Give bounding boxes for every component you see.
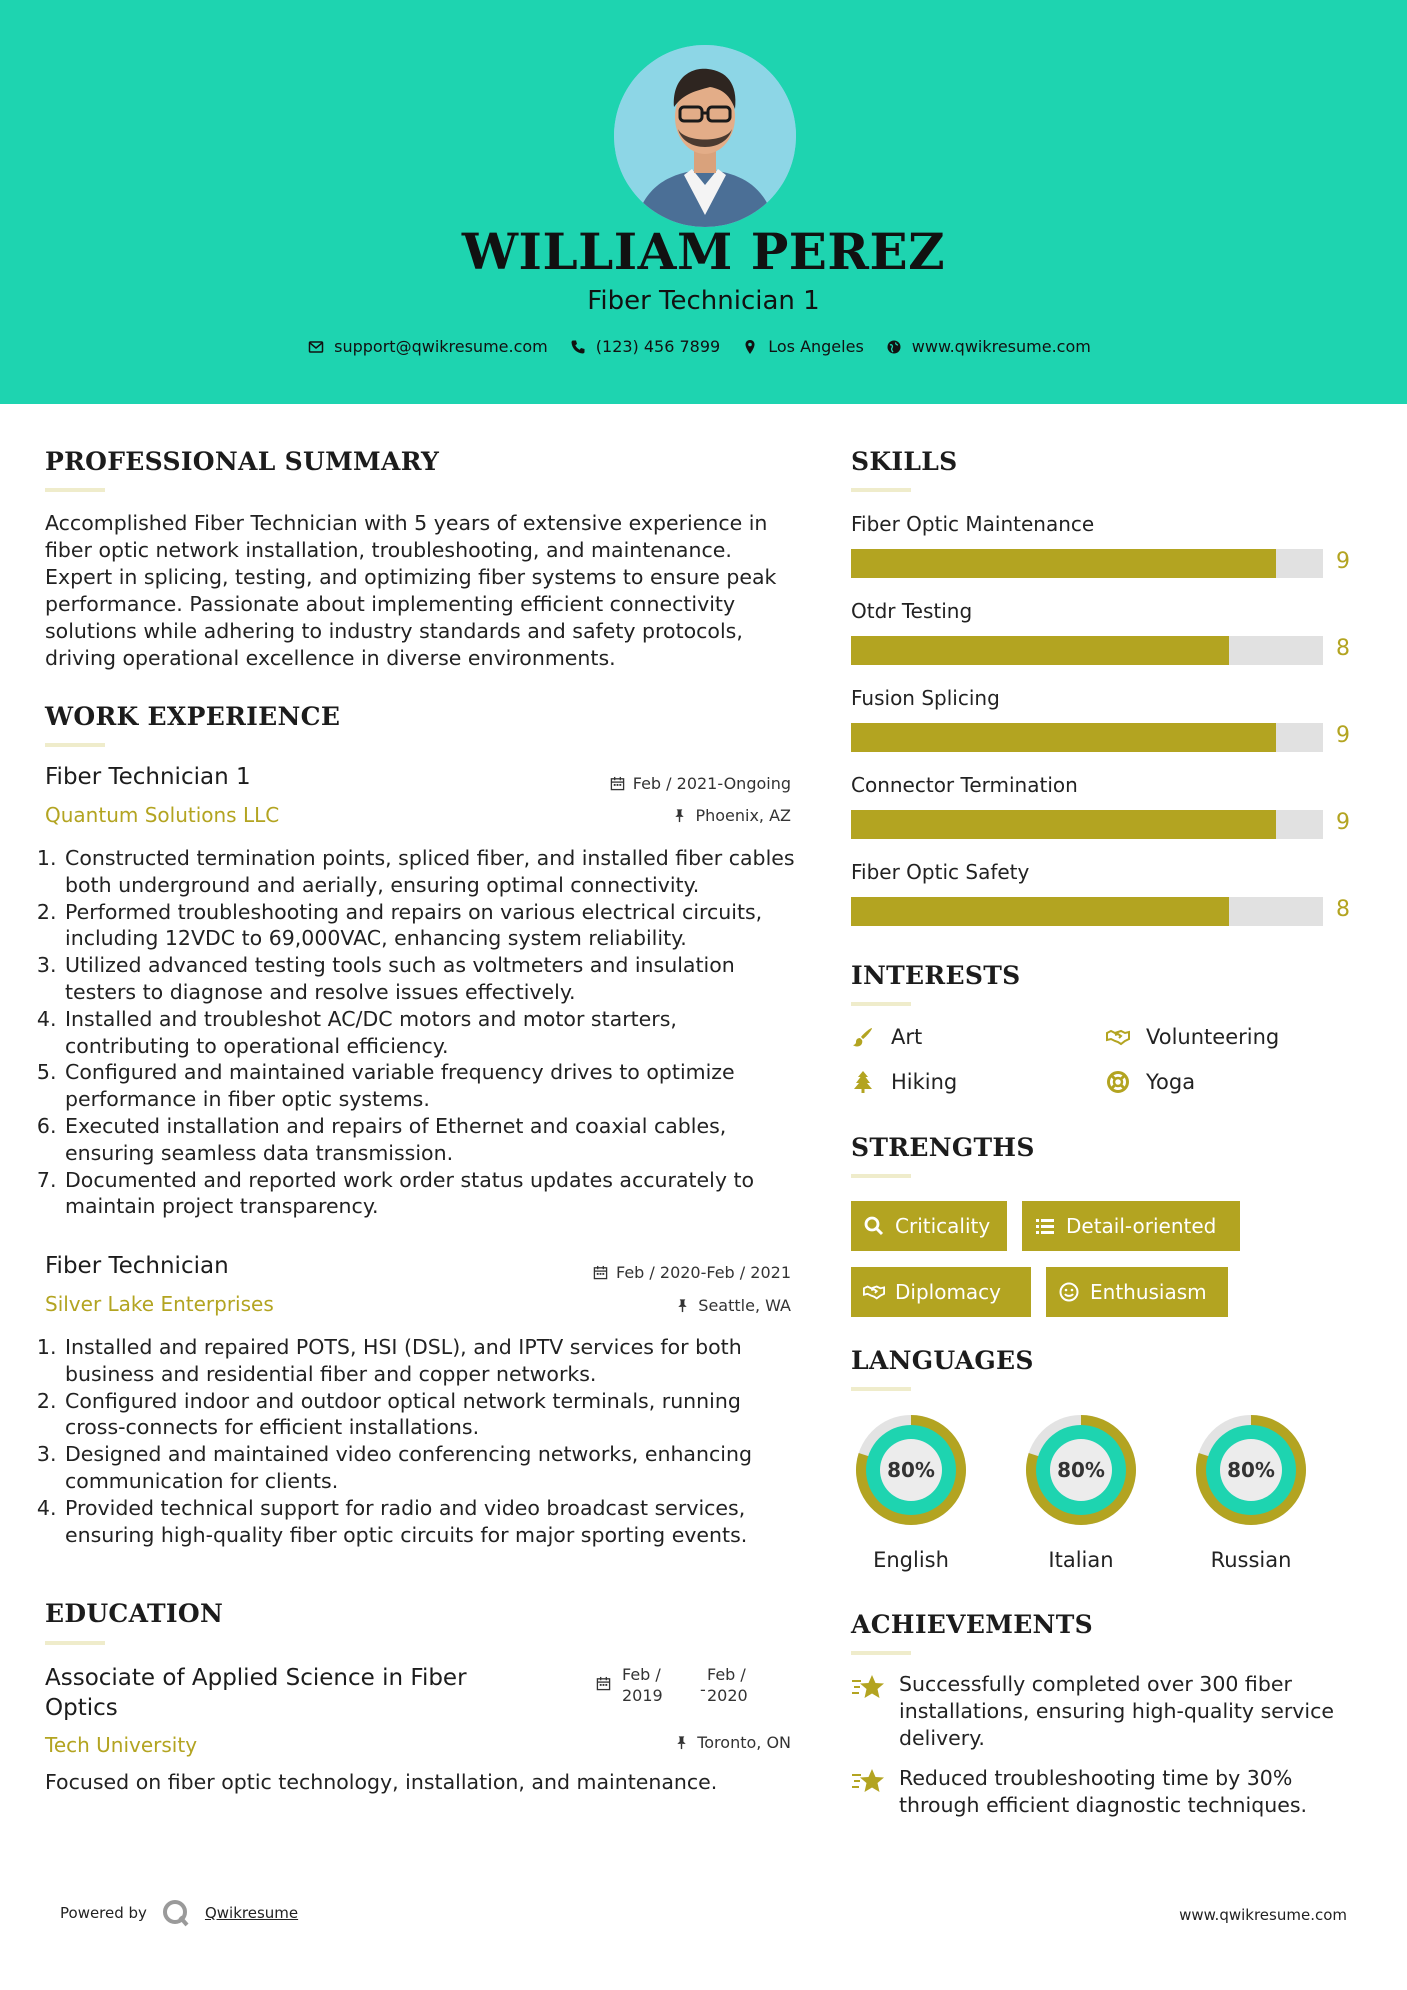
job-location-text: Phoenix, AZ (695, 806, 791, 825)
skill-bar-track (851, 897, 1323, 926)
interests-heading: INTERESTS (851, 961, 1021, 990)
smile-icon (1058, 1281, 1080, 1303)
achievements-heading: ACHIEVEMENTS (851, 1610, 1093, 1639)
list-item: 4. Installed and troubleshot AC/DC motors and motor starters, contributing to operational efficiency. (63, 1006, 800, 1060)
pushpin-icon (674, 1735, 689, 1750)
header-banner (0, 0, 1407, 404)
summary-underline (45, 488, 105, 492)
interests-underline (851, 1002, 911, 1006)
strengths-heading: STRENGTHS (851, 1133, 1035, 1162)
skill-name: Fiber Optic Safety (851, 860, 1030, 884)
job-responsibilities (45, 1334, 800, 1548)
summary-text: Accomplished Fiber Technician with 5 years of extensive experience in fiber optic network installation, troubleshooting, and maintenance. Expert in splicing, testing, and optimizing fiber systems to ensure peak performance. Passionate about implementing efficient connectivity solutions while adhering to industry standards and safety protocols, driving operational excellence in diverse environments. (45, 511, 777, 670)
achievements-underline (851, 1651, 911, 1655)
edu-end-year: 2020 (707, 1686, 748, 1705)
job-title: Fiber Technician 1 (45, 764, 251, 790)
skill-score: 8 (1336, 897, 1350, 922)
experience-underline (45, 743, 105, 747)
list-item: 1. Constructed termination points, spliced fiber, and installed fiber cables both underground and aerially, ensuring optimal connectivity. (63, 845, 800, 899)
education-underline (45, 1641, 105, 1645)
location-text: Los Angeles (768, 337, 864, 356)
interest-volunteering (1106, 1025, 1279, 1049)
list-item: 5. Configured and maintained variable frequency drives to optimize performance in fiber optic systems. (63, 1059, 800, 1113)
contact-location (742, 337, 864, 356)
skill-score: 9 (1336, 810, 1350, 835)
globe-icon (886, 339, 902, 355)
summary-heading: PROFESSIONAL SUMMARY (45, 447, 440, 476)
strength-label: Criticality (895, 1214, 991, 1238)
edu-end-month: Feb / (707, 1665, 746, 1684)
candidate-name: WILLIAM PEREZ (461, 222, 946, 281)
phone-icon (570, 339, 586, 355)
person-photo-icon (614, 45, 796, 227)
skill-name: Connector Termination (851, 773, 1078, 797)
job-location (560, 1296, 791, 1315)
edu-end-date (707, 1664, 767, 1706)
strength-label: Enthusiasm (1090, 1280, 1207, 1304)
phone-text: (123) 456 7899 (595, 337, 721, 356)
list-icon (1034, 1215, 1056, 1237)
experience-heading: WORK EXPERIENCE (45, 702, 341, 731)
list-item: 6. Executed installation and repairs of Ethernet and coaxial cables, ensuring seamless data transmission. (63, 1113, 800, 1167)
language-percent: 80% (1227, 1458, 1275, 1482)
language-percent: 80% (1057, 1458, 1105, 1482)
email-text: support@qwikresume.com (334, 337, 548, 356)
achievement-text: Reduced troubleshooting time by 30% through efficient diagnostic techniques. (899, 1766, 1308, 1817)
contact-phone[interactable] (570, 337, 720, 356)
calendar-icon (596, 1676, 611, 1691)
job-dates (560, 774, 791, 793)
language-percent: 80% (887, 1458, 935, 1482)
qwikresume-link[interactable]: Qwikresume (204, 1904, 299, 1922)
job-dates-text: Feb / 2020-Feb / 2021 (616, 1263, 791, 1282)
map-pin-icon (742, 339, 758, 355)
languages-heading: LANGUAGES (851, 1346, 1034, 1375)
envelope-icon (308, 339, 324, 355)
job-location (560, 806, 791, 825)
pushpin-icon (675, 1298, 690, 1313)
lifering-icon (1106, 1070, 1130, 1094)
education-description: Focused on fiber optic technology, installation, and maintenance. (45, 1770, 718, 1794)
skill-bar-fill (851, 549, 1276, 578)
strength-label: Detail-oriented (1066, 1214, 1217, 1238)
interest-label: Hiking (891, 1070, 958, 1094)
company-name: Quantum Solutions LLC (45, 803, 280, 827)
edu-start-date (622, 1664, 682, 1706)
list-item: 3. Utilized advanced testing tools such as voltmeters and insulation testers to diagnose and resolve issues effectively. (63, 952, 800, 1006)
interest-label: Art (891, 1025, 923, 1049)
company-name: Silver Lake Enterprises (45, 1292, 274, 1316)
website-text: www.qwikresume.com (911, 337, 1091, 356)
skill-bar-fill (851, 636, 1229, 665)
footer-powered (60, 1898, 298, 1928)
skill-name: Fiber Optic Maintenance (851, 512, 1095, 536)
edu-start-month: Feb / (622, 1665, 661, 1684)
strength-tag-diplomacy (851, 1267, 1031, 1317)
list-item: 7. Documented and reported work order status updates accurately to maintain project transparency. (63, 1167, 800, 1221)
skill-score: 8 (1336, 636, 1350, 661)
job-location-text: Seattle, WA (698, 1296, 791, 1315)
handshake-icon (1106, 1025, 1130, 1049)
skill-score: 9 (1336, 549, 1350, 574)
degree-line: Optics (45, 1695, 118, 1721)
skill-bar-fill (851, 897, 1229, 926)
education-heading: EDUCATION (45, 1599, 224, 1628)
skill-score: 9 (1336, 723, 1350, 748)
paintbrush-icon (851, 1025, 875, 1049)
strengths-underline (851, 1174, 911, 1178)
language-name: Italian (1048, 1548, 1114, 1572)
interest-art (851, 1025, 922, 1049)
skills-underline (851, 488, 911, 492)
strength-label: Diplomacy (895, 1280, 1002, 1304)
skill-bar-track (851, 810, 1323, 839)
skill-name: Fusion Splicing (851, 686, 1000, 710)
language-item (1191, 1410, 1311, 1572)
calendar-icon (593, 1265, 608, 1280)
tree-icon (851, 1070, 875, 1094)
school-name: Tech University (45, 1733, 198, 1757)
achievement-item (851, 1671, 1351, 1752)
skill-bar-fill (851, 723, 1276, 752)
language-ring (851, 1410, 971, 1530)
education-location-text: Toronto, ON (697, 1733, 791, 1752)
contact-email[interactable] (308, 337, 548, 356)
handshake-icon (863, 1281, 885, 1303)
strength-tag-criticality (851, 1201, 1007, 1251)
achievement-text: Successfully completed over 300 fiber installations, ensuring high-quality service delivery. (899, 1672, 1334, 1750)
languages-underline (851, 1387, 911, 1391)
skill-bar-track (851, 636, 1323, 665)
language-item (851, 1410, 971, 1572)
interest-yoga (1106, 1070, 1195, 1094)
job-dates-text: Feb / 2021-Ongoing (632, 774, 791, 793)
list-item: 3. Designed and maintained video conferencing networks, enhancing communication for clients. (63, 1441, 800, 1495)
language-ring (1191, 1410, 1311, 1530)
strength-tag-enthusiasm (1046, 1267, 1228, 1317)
calendar-icon (610, 776, 625, 791)
pushpin-icon (672, 808, 687, 823)
list-item: 2. Configured indoor and outdoor optical network terminals, running cross-connects for efficient installations. (63, 1388, 800, 1442)
footer-site[interactable]: www.qwikresume.com (1179, 1906, 1347, 1924)
language-name: English (873, 1548, 949, 1572)
qwikresume-logo-icon (161, 1898, 191, 1928)
list-item: 2. Performed troubleshooting and repairs on various electrical circuits, including 12VDC to 69,000VAC, enhancing system reliability. (63, 899, 800, 953)
list-item: 4. Provided technical support for radio and video broadcast services, ensuring high-quality fiber optic circuits for major sporting events. (63, 1495, 800, 1549)
contact-bar (0, 337, 1407, 356)
skill-bar-track (851, 549, 1323, 578)
degree-line: Associate of Applied Science in Fiber (45, 1665, 467, 1691)
search-icon (863, 1215, 885, 1237)
skill-bar-track (851, 723, 1323, 752)
degree-title (45, 1663, 467, 1723)
skill-bar-fill (851, 810, 1276, 839)
language-ring (1021, 1410, 1141, 1530)
job-title: Fiber Technician (45, 1253, 229, 1279)
education-location (560, 1733, 791, 1752)
contact-website[interactable] (886, 337, 1091, 356)
interest-hiking (851, 1070, 957, 1094)
language-name: Russian (1210, 1548, 1292, 1572)
edu-date-dash: - (700, 1680, 706, 1699)
list-item: 1. Installed and repaired POTS, HSI (DSL), and IPTV services for both business and residential fiber and copper networks. (63, 1334, 800, 1388)
language-item (1021, 1410, 1141, 1572)
edu-start-year: 2019 (622, 1686, 663, 1705)
powered-by-text: Powered by (60, 1904, 147, 1922)
skill-name: Otdr Testing (851, 599, 973, 623)
achievement-item (851, 1765, 1351, 1819)
profile-photo (614, 45, 796, 227)
candidate-role: Fiber Technician 1 (587, 286, 820, 316)
job-responsibilities (45, 845, 800, 1220)
interest-label: Yoga (1146, 1070, 1196, 1094)
skills-heading: SKILLS (851, 447, 958, 476)
star-achievement-icon (851, 1767, 885, 1797)
strength-tag-detail-oriented (1022, 1201, 1240, 1251)
star-achievement-icon (851, 1673, 885, 1703)
interest-label: Volunteering (1146, 1025, 1280, 1049)
job-dates (540, 1263, 791, 1282)
